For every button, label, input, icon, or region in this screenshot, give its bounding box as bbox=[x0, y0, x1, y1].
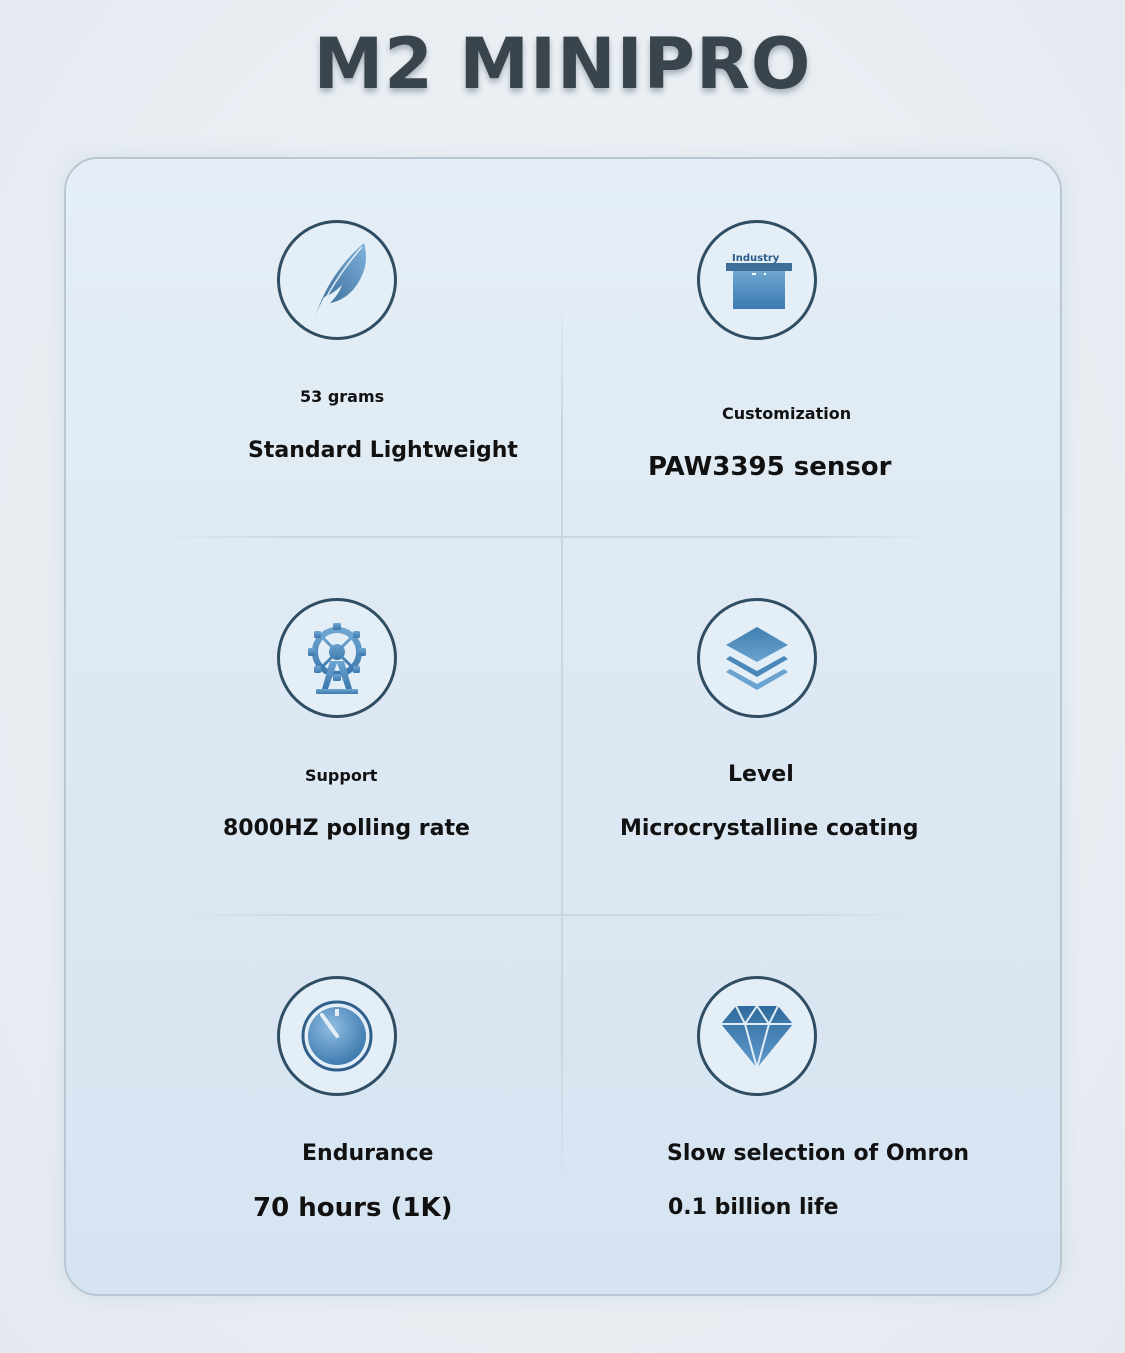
feature-value: 8000HZ polling rate bbox=[223, 816, 470, 841]
feature-value: 70 hours (1K) bbox=[253, 1193, 453, 1223]
horizontal-divider-2 bbox=[186, 914, 906, 916]
layers-icon bbox=[697, 598, 817, 718]
horizontal-divider-1 bbox=[161, 536, 941, 538]
feature-label: Endurance bbox=[302, 1141, 434, 1166]
sensor-chip-icon bbox=[697, 220, 817, 340]
diamond-icon bbox=[697, 976, 817, 1096]
feature-value: Standard Lightweight bbox=[248, 438, 518, 463]
feature-panel bbox=[64, 157, 1062, 1296]
feature-label: 53 grams bbox=[300, 387, 385, 406]
feature-value: 0.1 billion life bbox=[668, 1195, 839, 1220]
feature-label: Level bbox=[728, 762, 794, 787]
feather-icon bbox=[277, 220, 397, 340]
feature-label: Slow selection of Omron bbox=[667, 1141, 970, 1166]
page-title: M2 MINIPRO bbox=[313, 23, 812, 105]
feature-value: PAW3395 sensor bbox=[648, 452, 892, 482]
vertical-divider bbox=[561, 289, 563, 1189]
feature-label: Customization bbox=[722, 404, 852, 423]
feature-label: Support bbox=[305, 766, 378, 785]
sensor-chip-label: Industry bbox=[732, 253, 780, 264]
stopwatch-icon bbox=[277, 976, 397, 1096]
ferris-wheel-icon bbox=[277, 598, 397, 718]
feature-value: Microcrystalline coating bbox=[620, 816, 919, 841]
